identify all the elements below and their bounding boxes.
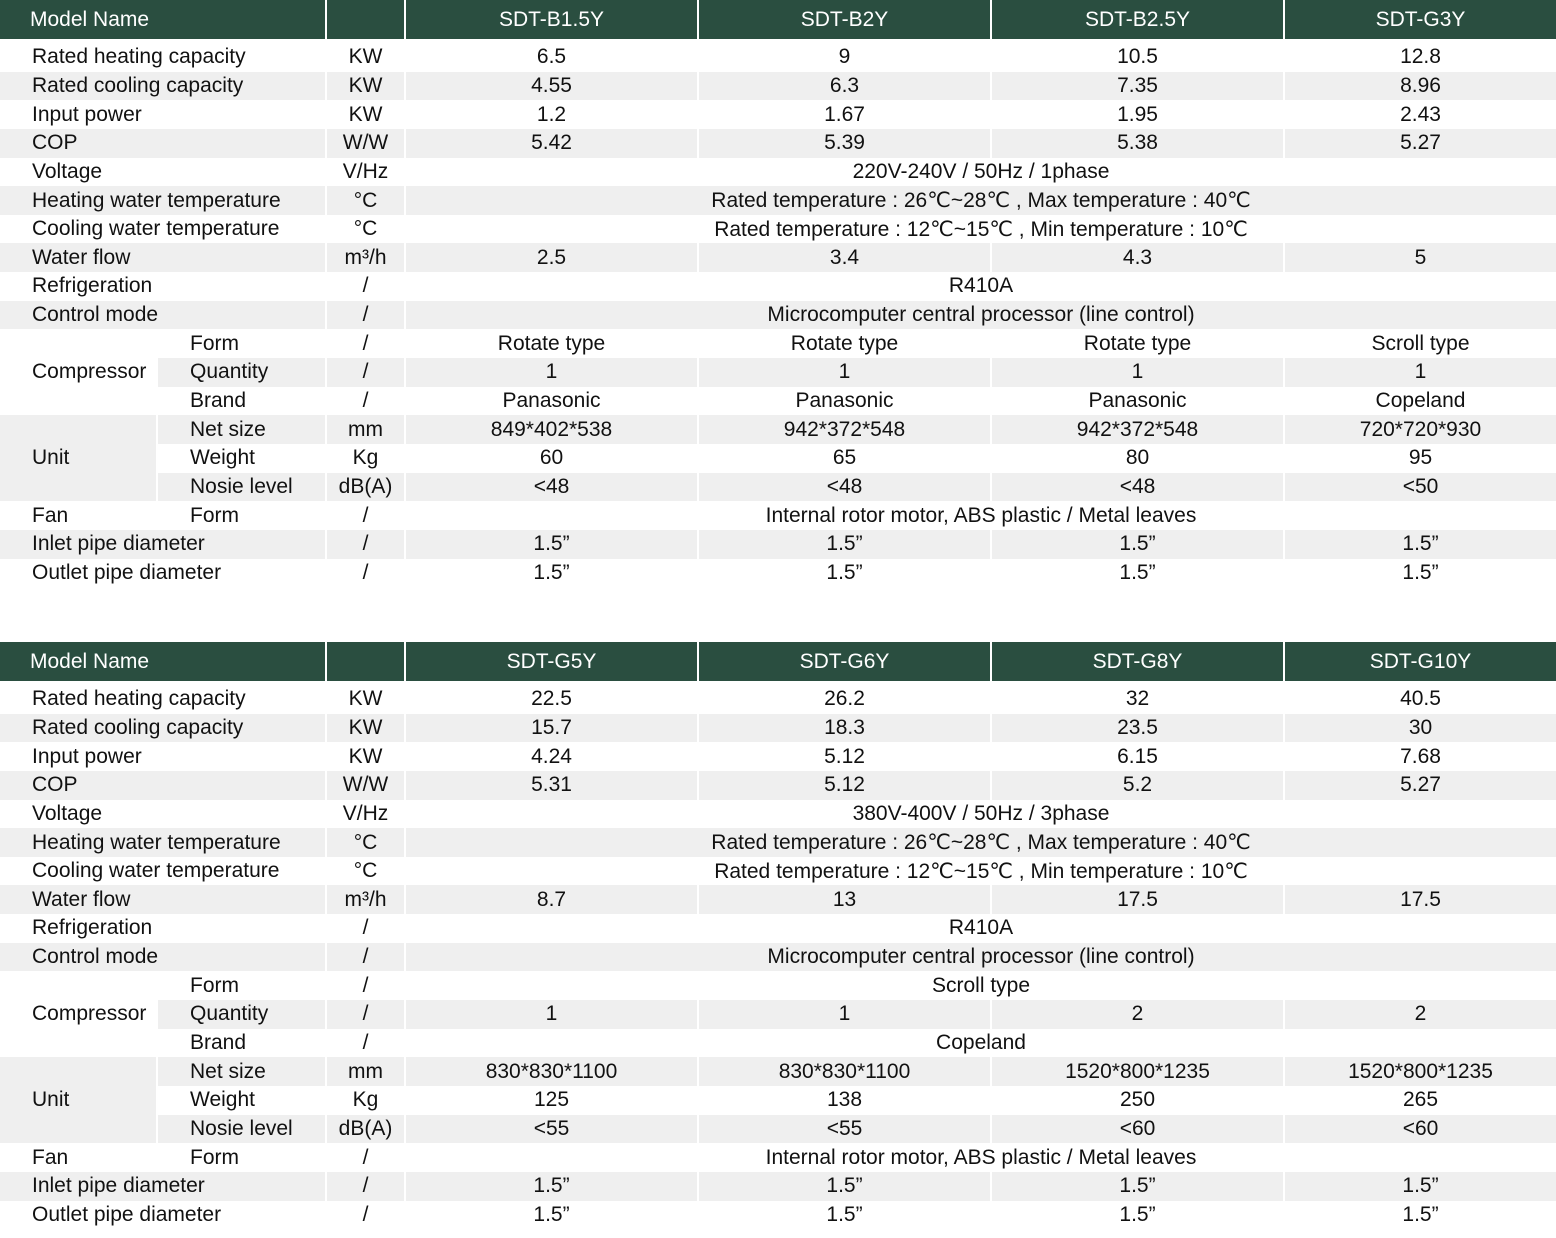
row-label: Weight (158, 444, 327, 473)
row-value: Rotate type (699, 329, 992, 358)
row-unit: mm (327, 415, 406, 444)
row-label: Form (158, 501, 327, 530)
row-label: Rated heating capacity (0, 43, 327, 72)
row-value: <48 (992, 473, 1285, 502)
row-value: 849*402*538 (406, 415, 699, 444)
row-value: 1.67 (699, 100, 992, 129)
row-value: 15.7 (406, 714, 699, 743)
row-label: Nosie level (158, 473, 327, 502)
row-label: Outlet pipe diameter (0, 1201, 327, 1230)
row-value: 720*720*930 (1285, 415, 1556, 444)
row-value: 1.5” (699, 530, 992, 559)
row-unit: W/W (327, 129, 406, 158)
row-label: Refrigeration (0, 914, 327, 943)
row-value: 1.5” (406, 530, 699, 559)
row-label: Quantity (158, 358, 327, 387)
row-label: Cooling water temperature (0, 215, 327, 244)
row-value: 1.5” (406, 559, 699, 588)
table-body (0, 685, 1556, 1229)
row-value: 1.5” (992, 1172, 1285, 1201)
row-unit: KW (327, 43, 406, 72)
row-value: 18.3 (699, 714, 992, 743)
group-label: Compressor (0, 329, 158, 415)
row-value: 1.95 (992, 100, 1285, 129)
row-value-span: Microcomputer central processor (line control) (406, 301, 1556, 330)
row-value: 4.24 (406, 742, 699, 771)
row-value: 12.8 (1285, 43, 1556, 72)
row-unit: / (327, 501, 406, 530)
row-label: Input power (0, 100, 327, 129)
row-unit: / (327, 1201, 406, 1230)
row-label: Net size (158, 1057, 327, 1086)
row-label: COP (0, 771, 327, 800)
header-model: SDT-B2Y (699, 0, 992, 39)
row-value-span: Microcomputer central processor (line control) (406, 943, 1556, 972)
row-value: 4.55 (406, 72, 699, 101)
table-body (0, 43, 1556, 587)
row-unit: dB(A) (327, 473, 406, 502)
header-model-name: Model Name (0, 642, 327, 681)
row-label: Quantity (158, 1000, 327, 1029)
row-unit: KW (327, 72, 406, 101)
row-value: 5.12 (699, 771, 992, 800)
row-unit: KW (327, 100, 406, 129)
row-value: 942*372*548 (699, 415, 992, 444)
row-value: 7.68 (1285, 742, 1556, 771)
header-unit (327, 642, 406, 681)
row-unit: mm (327, 1057, 406, 1086)
row-value: 80 (992, 444, 1285, 473)
row-value: 8.96 (1285, 72, 1556, 101)
row-label: Heating water temperature (0, 828, 327, 857)
row-value-span: Internal rotor motor, ABS plastic / Metal leaves (406, 1143, 1556, 1172)
header-model: SDT-G10Y (1369, 649, 1472, 673)
row-value: Copeland (1285, 387, 1556, 416)
row-label: Rated cooling capacity (0, 714, 327, 743)
row-value-span: R410A (406, 272, 1556, 301)
row-value: 60 (406, 444, 699, 473)
row-label: Outlet pipe diameter (0, 559, 327, 588)
row-value: 65 (699, 444, 992, 473)
row-value: 95 (1285, 444, 1556, 473)
row-unit: m³/h (327, 243, 406, 272)
row-label: Heating water temperature (0, 186, 327, 215)
row-value: 1.5” (406, 1201, 699, 1230)
row-value: 26.2 (699, 685, 992, 714)
row-unit: V/Hz (327, 800, 406, 829)
spec-table-2 (0, 642, 1556, 1229)
table-header (0, 642, 1556, 681)
row-unit: / (327, 329, 406, 358)
row-label: Brand (158, 387, 327, 416)
row-label: Form (158, 329, 327, 358)
row-value: 942*372*548 (992, 415, 1285, 444)
row-value: 1.5” (699, 559, 992, 588)
row-value: 830*830*1100 (699, 1057, 992, 1086)
row-value: 5.12 (699, 742, 992, 771)
row-label: Weight (158, 1086, 327, 1115)
row-value: 5.39 (699, 129, 992, 158)
row-value: 10.5 (992, 43, 1285, 72)
row-value-span: Rated temperature : 12℃~15℃ , Min temperature : 10℃ (406, 857, 1556, 886)
row-value: 17.5 (992, 885, 1285, 914)
row-value-span: Rated temperature : 12℃~15℃ , Min temperature : 10℃ (406, 215, 1556, 244)
row-value: 5.31 (406, 771, 699, 800)
row-value: 125 (406, 1086, 699, 1115)
row-unit: / (327, 914, 406, 943)
row-label: Rated heating capacity (0, 685, 327, 714)
row-value: 2 (1285, 1000, 1556, 1029)
row-value: 1.5” (699, 1172, 992, 1201)
header-model: SDT-G5Y (406, 642, 699, 681)
row-unit: KW (327, 742, 406, 771)
group-label: Fan (0, 1143, 158, 1172)
row-unit: °C (327, 828, 406, 857)
row-label: Form (158, 971, 327, 1000)
row-value: <60 (1285, 1115, 1556, 1144)
row-label: Cooling water temperature (0, 857, 327, 886)
row-value: Scroll type (1285, 329, 1556, 358)
row-label: Input power (0, 742, 327, 771)
row-value: 22.5 (406, 685, 699, 714)
row-unit: KW (327, 685, 406, 714)
row-value: 1.5” (992, 559, 1285, 588)
row-value: 1.5” (1285, 559, 1556, 588)
row-label: Control mode (0, 301, 327, 330)
row-value: 1520*800*1235 (1285, 1057, 1556, 1086)
row-value: 6.5 (406, 43, 699, 72)
header-model-name: Model Name (0, 0, 327, 39)
header-model: SDT-G3Y (1375, 7, 1466, 31)
row-unit: m³/h (327, 885, 406, 914)
row-value: <50 (1285, 473, 1556, 502)
row-value: 13 (699, 885, 992, 914)
row-value: 265 (1285, 1086, 1556, 1115)
row-value: Panasonic (406, 387, 699, 416)
row-value: <48 (699, 473, 992, 502)
header-model: SDT-B1.5Y (406, 0, 699, 39)
row-value: 250 (992, 1086, 1285, 1115)
row-value: 6.3 (699, 72, 992, 101)
row-value-span: Scroll type (406, 971, 1556, 1000)
row-value: 5.2 (992, 771, 1285, 800)
row-unit: / (327, 559, 406, 588)
row-value: <55 (699, 1115, 992, 1144)
row-value: 23.5 (992, 714, 1285, 743)
row-value-span: Rated temperature : 26℃~28℃ , Max temperature : 40℃ (406, 186, 1556, 215)
row-unit: dB(A) (327, 1115, 406, 1144)
row-unit: / (327, 943, 406, 972)
row-unit: / (327, 358, 406, 387)
row-value: 2 (992, 1000, 1285, 1029)
row-value: 2.43 (1285, 100, 1556, 129)
row-value: 4.3 (992, 243, 1285, 272)
row-value: 1.5” (992, 530, 1285, 559)
row-unit: Kg (327, 1086, 406, 1115)
row-value: 1.5” (1285, 1201, 1556, 1230)
row-value: 830*830*1100 (406, 1057, 699, 1086)
row-unit: / (327, 1029, 406, 1058)
row-value: Panasonic (699, 387, 992, 416)
row-unit: / (327, 387, 406, 416)
row-value: 7.35 (992, 72, 1285, 101)
row-unit: W/W (327, 771, 406, 800)
header-model: SDT-B2.5Y (992, 0, 1285, 39)
row-label: Water flow (0, 885, 327, 914)
row-value: 3.4 (699, 243, 992, 272)
row-value: 5 (1285, 243, 1556, 272)
row-unit: °C (327, 857, 406, 886)
row-value: 1.5” (1285, 530, 1556, 559)
row-label: Voltage (0, 800, 327, 829)
row-value: 1.5” (406, 1172, 699, 1201)
row-unit: / (327, 1172, 406, 1201)
header-unit (327, 0, 406, 39)
header-model: SDT-G8Y (992, 642, 1285, 681)
row-value: 1 (992, 358, 1285, 387)
row-value: 1 (699, 358, 992, 387)
row-value: 138 (699, 1086, 992, 1115)
row-value-span: 220V-240V / 50Hz / 1phase (406, 158, 1556, 187)
row-label: Control mode (0, 943, 327, 972)
row-value: 9 (699, 43, 992, 72)
row-unit: / (327, 272, 406, 301)
row-value: 1.5” (1285, 1172, 1556, 1201)
row-value: 5.27 (1285, 771, 1556, 800)
table-header (0, 0, 1556, 39)
row-value: Rotate type (992, 329, 1285, 358)
row-value: 32 (992, 685, 1285, 714)
row-value: 1.5” (992, 1201, 1285, 1230)
header-model: SDT-G6Y (699, 642, 992, 681)
row-value: Rotate type (406, 329, 699, 358)
row-value: 1 (1285, 358, 1556, 387)
row-label: Net size (158, 415, 327, 444)
row-unit: / (327, 301, 406, 330)
row-value: 5.42 (406, 129, 699, 158)
group-label: Unit (0, 1057, 158, 1143)
row-value: 6.15 (992, 742, 1285, 771)
row-unit: / (327, 1000, 406, 1029)
row-value: 5.38 (992, 129, 1285, 158)
group-label: Fan (0, 501, 158, 530)
group-label: Compressor (0, 971, 158, 1057)
row-unit: °C (327, 186, 406, 215)
row-value-span: Rated temperature : 26℃~28℃ , Max temperature : 40℃ (406, 828, 1556, 857)
row-label: Nosie level (158, 1115, 327, 1144)
row-value: <55 (406, 1115, 699, 1144)
row-value: <60 (992, 1115, 1285, 1144)
row-value-span: Internal rotor motor, ABS plastic / Metal leaves (406, 501, 1556, 530)
group-label: Unit (0, 415, 158, 501)
row-label: Rated cooling capacity (0, 72, 327, 101)
row-unit: Kg (327, 444, 406, 473)
row-value: 8.7 (406, 885, 699, 914)
row-value: 1.2 (406, 100, 699, 129)
row-label: Refrigeration (0, 272, 327, 301)
row-value: <48 (406, 473, 699, 502)
row-label: Inlet pipe diameter (0, 1172, 327, 1201)
row-unit: / (327, 530, 406, 559)
row-value-span: 380V-400V / 50Hz / 3phase (406, 800, 1556, 829)
row-value: 1 (406, 358, 699, 387)
row-unit: KW (327, 714, 406, 743)
row-value: 1520*800*1235 (992, 1057, 1285, 1086)
row-label: Voltage (0, 158, 327, 187)
row-label: Water flow (0, 243, 327, 272)
row-value: 30 (1285, 714, 1556, 743)
row-value: 1.5” (699, 1201, 992, 1230)
row-value: 1 (406, 1000, 699, 1029)
row-unit: / (327, 1143, 406, 1172)
row-value: 17.5 (1285, 885, 1556, 914)
row-value: 1 (699, 1000, 992, 1029)
row-label: Brand (158, 1029, 327, 1058)
row-label: COP (0, 129, 327, 158)
spec-table-1 (0, 0, 1556, 587)
row-label: Inlet pipe diameter (0, 530, 327, 559)
row-unit: °C (327, 215, 406, 244)
row-unit: V/Hz (327, 158, 406, 187)
row-value-span: R410A (406, 914, 1556, 943)
row-unit: / (327, 971, 406, 1000)
row-value: 2.5 (406, 243, 699, 272)
row-label: Form (158, 1143, 327, 1172)
row-value-span: Copeland (406, 1029, 1556, 1058)
row-value: 40.5 (1285, 685, 1556, 714)
row-value: Panasonic (992, 387, 1285, 416)
row-value: 5.27 (1285, 129, 1556, 158)
